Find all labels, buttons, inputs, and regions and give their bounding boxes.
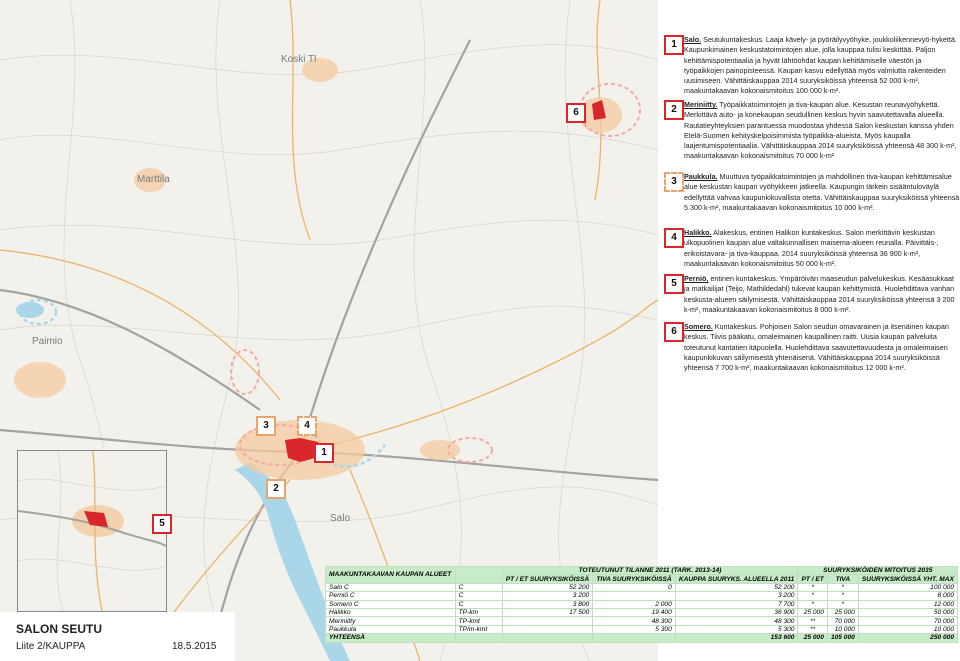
map-subtitle: Liite 2/KAUPPA — [16, 641, 86, 652]
legend-text: Alakeskus, entinen Halikon kuntakeskus. Salon merkittävin keskustan ulkopuolinen kaupan alue valtakunnallisen maisema-alueen reunalla. Päivittäis-, erikoistavara- ja tiva-kauppaa. 2014 suuryksiköissä yhteensä 36 900 k-m², maakuntakaavan kokonaismitoitus 50 000 k-m². — [684, 228, 939, 268]
table-cell: C — [455, 600, 502, 608]
table-cell: 2 000 — [593, 600, 676, 608]
table-cell: 19 400 — [593, 608, 676, 616]
group-header-realized: TOTEUTUNUT TILANNE 2011 (TARK. 2013-14) — [502, 567, 798, 575]
retail-table — [325, 566, 958, 643]
table-cell: 3 800 — [502, 600, 593, 608]
table-cell: 0 — [593, 583, 676, 591]
table-cell: 10 000 — [858, 625, 957, 633]
legend-name: Perniö, — [684, 274, 709, 283]
table-cell: 36 900 — [675, 608, 798, 616]
table-cell: Somero C — [326, 600, 456, 608]
legend-name: Halikko. — [684, 228, 712, 237]
table-cell — [593, 592, 676, 600]
table-cell: * — [798, 592, 827, 600]
table-cell: 8 000 — [858, 592, 957, 600]
table-cell: Paukkula — [326, 625, 456, 633]
cell — [593, 634, 676, 642]
table-cell: Salo C — [326, 583, 456, 591]
table-cell: C — [455, 583, 502, 591]
place-label-paimio: Paimio — [32, 336, 63, 347]
legend-name: Salo. — [684, 35, 702, 44]
table-cell: ** — [798, 625, 827, 633]
table-cell: * — [798, 583, 827, 591]
table-cell: 10 000 — [827, 625, 858, 633]
map-marker-2[interactable]: 2 — [266, 479, 286, 499]
legend-name: Meriniitty. — [684, 100, 718, 109]
table-cell: TP-km — [455, 608, 502, 616]
table-cell: 12 000 — [858, 600, 957, 608]
table-cell: 48 300 — [593, 617, 676, 625]
table-cell: 5 300 — [675, 625, 798, 633]
table-cell: 5 300 — [593, 625, 676, 633]
table-cell: Perniö C — [326, 592, 456, 600]
table-cell — [502, 625, 593, 633]
table-cell: 52 200 — [502, 583, 593, 591]
table-cell: * — [827, 592, 858, 600]
col-tiva: TIVA SUURYKSIKÖISSÄ — [593, 575, 676, 583]
table-row — [326, 625, 958, 633]
legend-text: Muuttuva työpaikkatoimintojen ja mahdollinen tiva-kaupan kehittämisalue alue keskustan kaupan vyöhykkeen jatkeella. Kaupungin tärkein sisääntuloväylä edellyttää vahvaa kaupunkikuvallista otetta. Vähittäiskauppaa suuryksiköissä yhteensä 5 300 k-m², maakuntakaavan kokonaismitoitus 10 000 k-m². — [684, 172, 960, 212]
table-cell: Meriniitty — [326, 617, 456, 625]
inset-canvas — [18, 451, 166, 611]
table-cell: 48 300 — [675, 617, 798, 625]
map-marker-1[interactable]: 1 — [314, 443, 334, 463]
table-cell: TP/m-kmt — [455, 625, 502, 633]
retail-areas — [285, 100, 606, 462]
table-cell: 52 200 — [675, 583, 798, 591]
table-cell — [502, 617, 593, 625]
col-area: MAAKUNTAKAAVAN KAUPAN ALUEET — [326, 567, 456, 584]
col-plan-max: SUURYKSIKÖISSÄ YHT. MAX — [858, 575, 957, 583]
table-row — [326, 592, 958, 600]
table-cell: 25 000 — [798, 608, 827, 616]
map-marker-3[interactable]: 3 — [256, 416, 276, 436]
place-label-marttila: Marttila — [137, 174, 170, 185]
table-cell: 100 000 — [858, 583, 957, 591]
legend-number: 1 — [664, 35, 684, 55]
map-marker-4[interactable]: 4 — [297, 416, 317, 436]
table-cell: Halikko — [326, 608, 456, 616]
place-label-salo: Salo — [330, 513, 351, 524]
col-pt-et: PT / ET SUURYKSIKÖISSÄ — [502, 575, 593, 583]
northbound-road — [300, 40, 470, 452]
cell: 250 000 — [858, 634, 957, 642]
cell: 153 600 — [675, 634, 798, 642]
table-row — [326, 617, 958, 625]
table-cell: 3 200 — [502, 592, 593, 600]
table-cell: 3 200 — [675, 592, 798, 600]
legend-name: Paukkula. — [684, 172, 718, 181]
map-marker-6[interactable]: 6 — [566, 103, 586, 123]
map-date: 18.5.2015 — [172, 641, 217, 652]
table-cell: 50 000 — [858, 608, 957, 616]
cell — [502, 634, 593, 642]
table-cell: * — [827, 600, 858, 608]
table-cell: ** — [798, 617, 827, 625]
legend-number: 6 — [664, 322, 684, 342]
cell: 25 000 — [798, 634, 827, 642]
table-cell: TP-kmt — [455, 617, 502, 625]
legend-number: 3 — [664, 172, 684, 192]
map-marker-5[interactable]: 5 — [152, 514, 172, 534]
table-cell: * — [827, 583, 858, 591]
legend-text: Työpaikkatoimintojen ja tiva-kaupan alue. Kesustan reunavyöhykettä. Merkittävä auto- ja konekaupan seudullinen keskus hyvin saavutettavalla alueella. Rautatieyhteyksien parantuessa muodostaa yhdessä Salon keskustan kanssa yhden Etelä-Suomen kehityskelpoisimmista työpaikka-alueista. Myös kaupalla laajentumispotentiaalia. Vähittäiskauppaa 2014 suuryksiköissä yhteensä 48 300 k-m², maakuntakaavan kokonaismitoitus 70 000 k-m² — [684, 100, 957, 161]
total-label: YHTEENSÄ — [326, 634, 456, 642]
legend-text: Kuntakeskus. Pohjoisen Salon seudun omavarainen ja itsenäinen kaupan keskus. Tiivis pääkatu, omaleimainen kaupallinen raitti. Uusia kaupan palveluita toteutunut kantatien itäpuolella. Huolehdittava saavutettavuudesta ja omaleimaisen kaupunkikuvan säilymisestä yhtenäisenä. Vähittäiskauppaa 2014 suuryksiköissä yhteensä 7 700 k-m², maakuntakaavan kokonaismitoitus 12 000 k-m². — [684, 322, 949, 373]
table-cell: C — [455, 592, 502, 600]
title-box — [0, 612, 235, 661]
legend-number: 4 — [664, 228, 684, 248]
legend-number: 5 — [664, 274, 684, 294]
place-label-koski: Koski Tl — [281, 54, 317, 65]
group-header-plan: SUURYKSIKÖIDEN MITOITUS 2035 — [798, 567, 958, 575]
inset-map-pernio — [17, 450, 167, 612]
legend-name: Somero. — [684, 322, 713, 331]
table-cell: 70 000 — [827, 617, 858, 625]
map-title: SALON SEUTU — [16, 622, 103, 636]
table-cell: * — [798, 600, 827, 608]
table-cell: 7 700 — [675, 600, 798, 608]
table-row — [326, 608, 958, 616]
table-row — [326, 600, 958, 608]
col-plan-tiva: TIVA — [827, 575, 858, 583]
legend-text: entinen kuntakeskus. Ympäröivän maaseudun palvelukeskus. Kesäasukkaat ja matkailijat (Teijo, Mathildedahl) tukevat kaupan kehittymistä. Huolehdittava vanhan keskusta-alueen säilymisestä. Vähittäiskauppaa 2014 suuryksiköissä yhteensä 3 200 k-m², maakuntakaavan kokonaismitoitus 8 000 k-m². — [684, 274, 955, 314]
cell: 105 000 — [827, 634, 858, 642]
table-cell: 70 000 — [858, 617, 957, 625]
table-cell: 25 000 — [827, 608, 858, 616]
table-cell: 17 500 — [502, 608, 593, 616]
legend-number: 2 — [664, 100, 684, 120]
table-row — [326, 583, 958, 591]
col-sum: KAUPPA SUURYKS. ALUEELLA 2011 — [675, 575, 798, 583]
col-plan-pt-et: PT / ET — [798, 575, 827, 583]
legend-text: Seutukuntakeskus. Laaja kävely- ja pyöräilyvyöhyke, joukkoliikennevyö-hykettä. Kaupunkimainen keskustatoimintojen alue, jolla kauppaa tulisi keskittää. Paljon kehittämispotentiaalia ja hyvät lähtöohdat kaupan kehittämiselle väestön ja työpaikkojen painopisteessä. Kaupan kasvu edellyttää myös valmiutta rakenteiden uusimiseen. Vähittäiskauppaa 2014 suuryksiköissä yhteensä 52 000 k-m², maakuntakaavan kokonaismitoitus 100 000 k-m². — [684, 35, 957, 96]
table-total-row — [326, 634, 958, 642]
legend-panel — [658, 0, 960, 560]
